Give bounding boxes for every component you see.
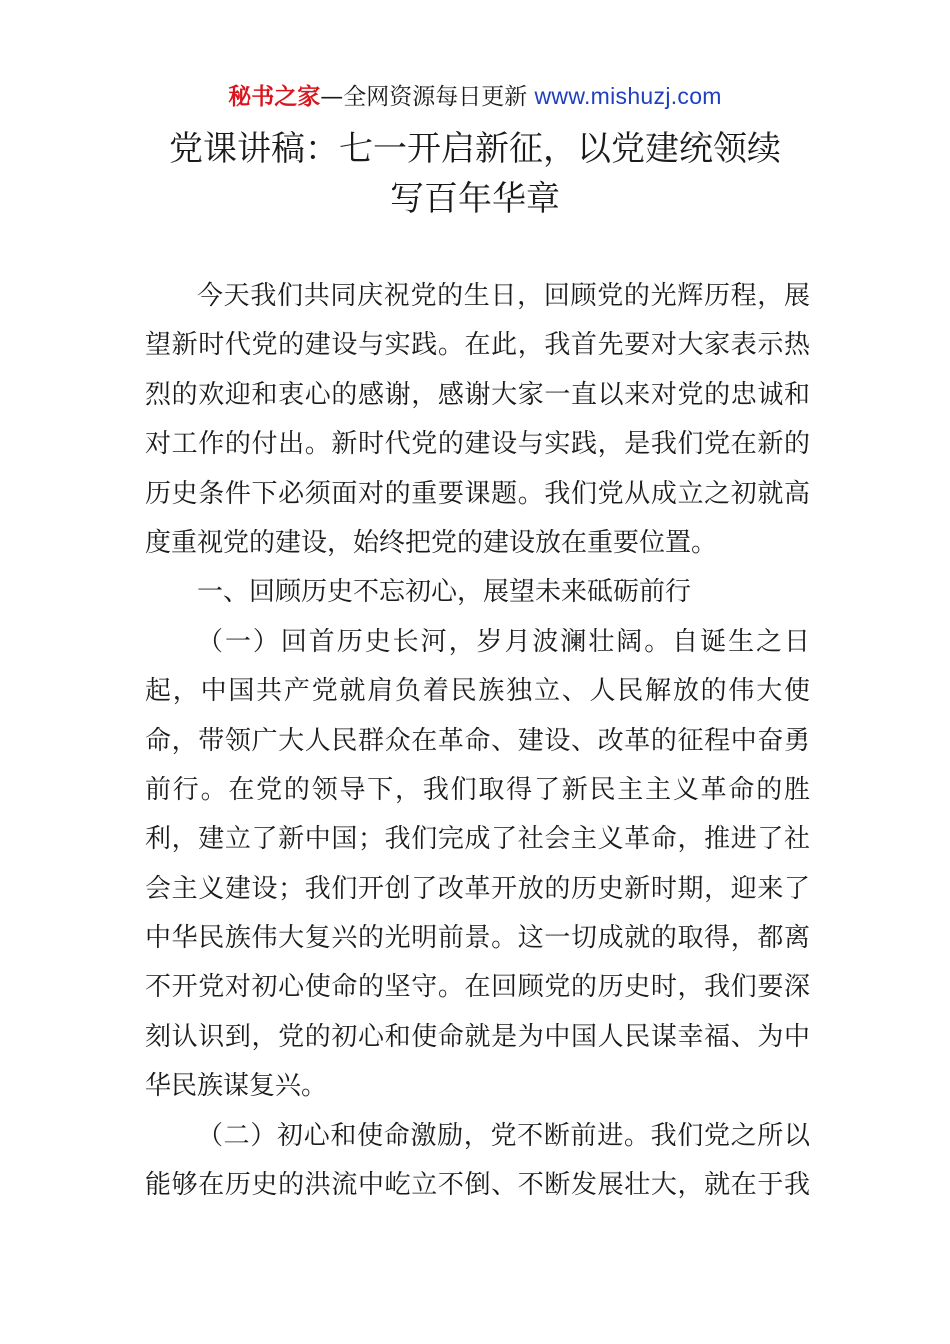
- title-line-2: 写百年华章: [390, 179, 560, 219]
- body-line: （一）回首历史长河，岁月波澜壮阔。自诞生之日: [197, 626, 810, 657]
- body-line: 烈的欢迎和衷心的感谢，感谢大家一直以来对党的忠诚和: [145, 379, 810, 410]
- body-line: 今天我们共同庆祝党的生日，回顾党的光辉历程，展: [197, 281, 810, 311]
- section-heading: 一、回顾历史不忘初心，展望未来砥砺前行: [197, 577, 692, 608]
- body-line: 对工作的付出。新时代党的建设与实践，是我们党在新的: [145, 429, 810, 460]
- body-line: 度重视党的建设，始终把党的建设放在重要位置。: [145, 527, 718, 558]
- body-line: 利，建立了新中国；我们完成了社会主义革命，推进了社: [145, 824, 810, 855]
- body-line: 不开党对初心使命的坚守。在回顾党的历史时，我们要深: [145, 972, 810, 1003]
- body-line: 华民族谋复兴。: [145, 1071, 328, 1102]
- body-line: 中华民族伟大复兴的光明前景。这一切成就的取得，都离: [145, 923, 810, 954]
- document-body: [145, 272, 810, 1210]
- body-line: 刻认识到，党的初心和使命就是为中国人民谋幸福、为中: [145, 1021, 810, 1052]
- site-header: [0, 80, 950, 113]
- body-line: 前行。在党的领导下，我们取得了新民主主义革命的胜: [145, 774, 810, 805]
- title-line-1: 党课讲稿：七一开启新征，以党建统领续: [169, 129, 781, 169]
- body-line: 能够在历史的洪流中屹立不倒、不断发展壮大，就在于我: [145, 1170, 810, 1201]
- body-line: 历史条件下必须面对的重要课题。我们党从成立之初就高: [145, 478, 810, 509]
- body-line: 起，中国共产党就肩负着民族独立、人民解放的伟大使: [145, 676, 810, 707]
- body-line: 命，带领广大人民群众在革命、建设、改革的征程中奋勇: [145, 725, 810, 756]
- document-title: [120, 124, 830, 224]
- body-line: （二）初心和使命激励，党不断前进。我们党之所以: [197, 1120, 810, 1151]
- site-url[interactable]: www.mishuzj.com: [534, 83, 722, 109]
- brand-name: 秘书之家: [228, 84, 321, 110]
- header-tagline: —全网资源每日更新: [320, 84, 528, 110]
- body-line: 望新时代党的建设与实践。在此，我首先要对大家表示热: [145, 330, 810, 361]
- body-line: 会主义建设；我们开创了改革开放的历史新时期，迎来了: [145, 873, 810, 904]
